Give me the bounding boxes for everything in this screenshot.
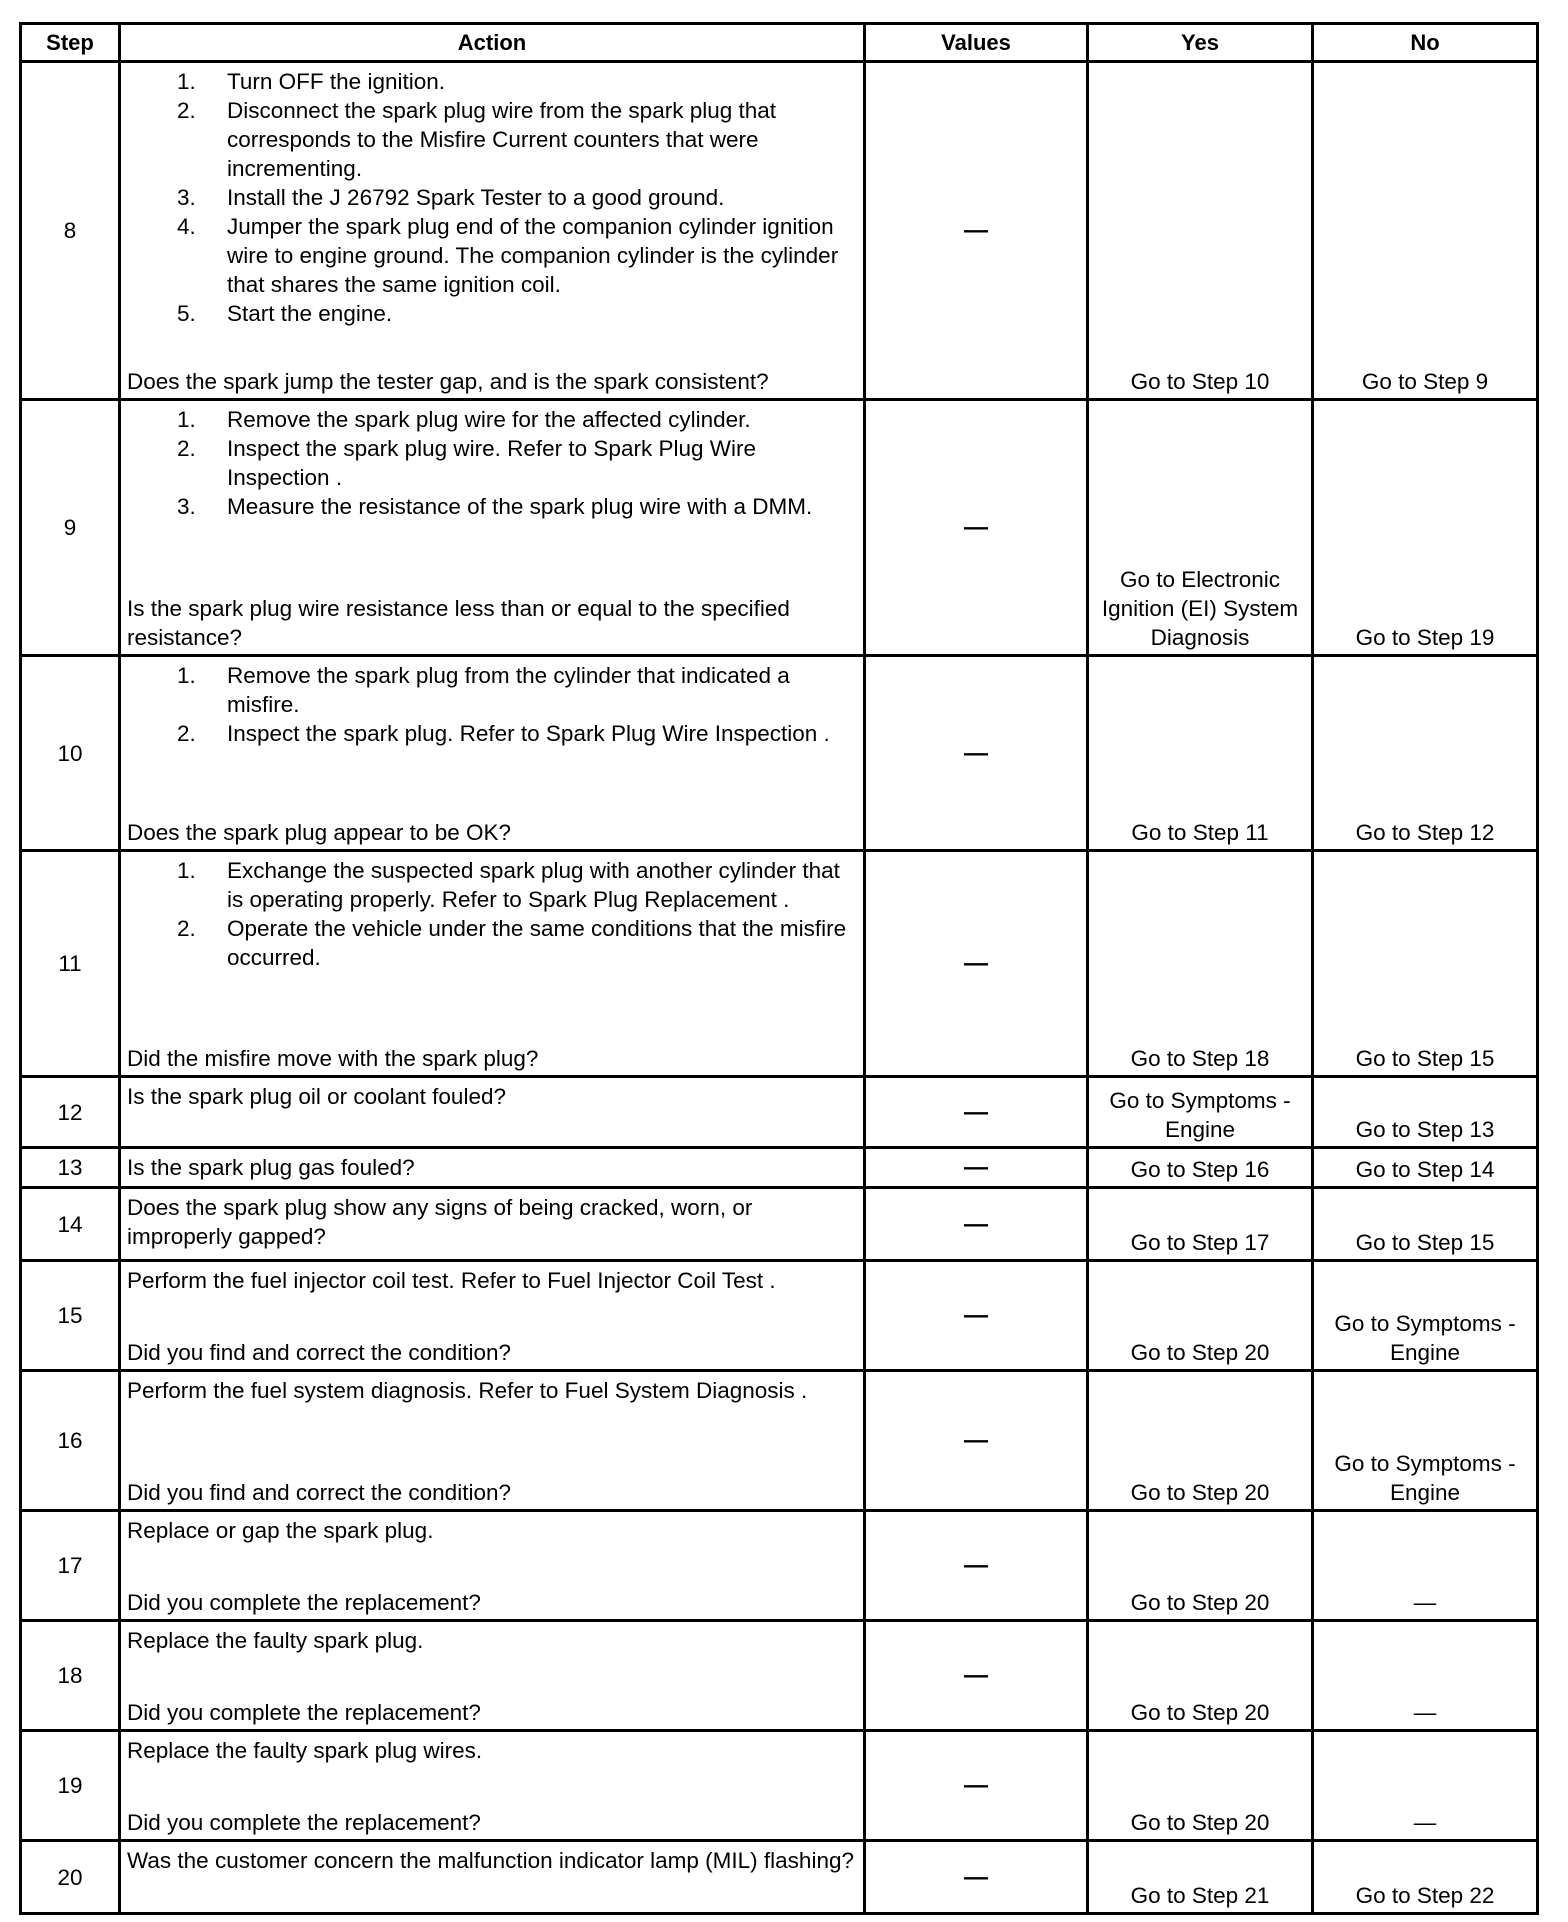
action-instruction: Replace the faulty spark plug.: [127, 1628, 424, 1653]
action-step-number: 2.: [177, 436, 196, 461]
action-step-text: Remove the spark plug wire for the affected cylinder.: [227, 407, 751, 432]
no-cell: Go to Step 15: [1313, 851, 1538, 1077]
step-number: 13: [21, 1148, 120, 1188]
yes-cell: Go to Step 21: [1088, 1841, 1313, 1914]
action-instruction: Perform the fuel system diagnosis. Refer to Fuel System Diagnosis .: [127, 1378, 808, 1403]
action-cell: [120, 1731, 865, 1841]
action-step: [127, 67, 857, 96]
action-cell: [120, 1077, 865, 1148]
step-number: 12: [21, 1077, 120, 1148]
action-question: Did you complete the replacement?: [127, 1590, 481, 1615]
table-row: [21, 1841, 1538, 1914]
action-question: Is the spark plug wire resistance less than or equal to the specified resistance?: [127, 596, 790, 650]
step-number: 8: [21, 62, 120, 400]
action-step-text: Exchange the suspected spark plug with another cylinder that is operating properly. Refer to Spark Plug Replacement .: [227, 858, 840, 912]
action-step-number: 3.: [177, 494, 196, 519]
no-cell: Go to Symptoms - Engine: [1313, 1261, 1538, 1371]
table-row: [21, 851, 1538, 1077]
diagnostic-table: [19, 22, 1539, 1915]
action-step: [127, 405, 857, 434]
step-number: 11: [21, 851, 120, 1077]
action-steps-list: [127, 661, 857, 748]
action-step: [127, 719, 857, 748]
values-cell: —: [865, 1261, 1088, 1371]
action-instruction: Is the spark plug oil or coolant fouled?: [127, 1084, 506, 1109]
action-step-number: 1.: [177, 663, 196, 688]
action-step: [127, 434, 857, 492]
action-step-text: Turn OFF the ignition.: [227, 69, 446, 94]
action-steps-list: [127, 405, 857, 521]
action-step-number: 2.: [177, 98, 196, 123]
action-instruction: Was the customer concern the malfunction indicator lamp (MIL) flashing?: [127, 1848, 854, 1873]
action-step-number: 5.: [177, 301, 196, 326]
yes-cell: Go to Step 18: [1088, 851, 1313, 1077]
step-number: 14: [21, 1188, 120, 1261]
action-step: [127, 492, 857, 521]
values-cell: —: [865, 1077, 1088, 1148]
values-cell: —: [865, 1371, 1088, 1511]
yes-cell: Go to Symptoms - Engine: [1088, 1077, 1313, 1148]
action-question: Does the spark plug appear to be OK?: [127, 820, 511, 845]
table-row: [21, 1148, 1538, 1188]
action-steps-list: [127, 67, 857, 328]
no-cell: Go to Step 12: [1313, 656, 1538, 851]
values-cell: —: [865, 1841, 1088, 1914]
step-number: 19: [21, 1731, 120, 1841]
action-cell: [120, 1188, 865, 1261]
action-question: Does the spark jump the tester gap, and is the spark consistent?: [127, 369, 769, 394]
table-row: [21, 1621, 1538, 1731]
action-step-number: 4.: [177, 214, 196, 239]
header-row: [21, 24, 1538, 62]
step-number: 17: [21, 1511, 120, 1621]
table-row: [21, 1188, 1538, 1261]
no-cell: —: [1313, 1621, 1538, 1731]
values-cell: —: [865, 851, 1088, 1077]
action-question: Did the misfire move with the spark plug?: [127, 1046, 539, 1071]
yes-cell: Go to Step 20: [1088, 1511, 1313, 1621]
action-question: Did you complete the replacement?: [127, 1810, 481, 1835]
yes-cell: Go to Step 11: [1088, 656, 1313, 851]
action-step-text: Start the engine.: [227, 301, 393, 326]
step-number: 15: [21, 1261, 120, 1371]
step-number: 20: [21, 1841, 120, 1914]
action-cell: [120, 851, 865, 1077]
no-cell: Go to Step 14: [1313, 1148, 1538, 1188]
table-row: [21, 62, 1538, 400]
no-cell: Go to Step 13: [1313, 1077, 1538, 1148]
values-cell: —: [865, 1621, 1088, 1731]
step-number: 16: [21, 1371, 120, 1511]
table-row: [21, 1261, 1538, 1371]
action-instruction: Replace the faulty spark plug wires.: [127, 1738, 483, 1763]
action-instruction: Does the spark plug show any signs of being cracked, worn, or improperly gapped?: [127, 1195, 753, 1249]
no-cell: Go to Symptoms - Engine: [1313, 1371, 1538, 1511]
action-cell: [120, 1841, 865, 1914]
step-number: 18: [21, 1621, 120, 1731]
action-cell: [120, 400, 865, 656]
action-step: [127, 212, 857, 299]
action-step: [127, 299, 857, 328]
table-row: [21, 1371, 1538, 1511]
action-step-text: Inspect the spark plug wire. Refer to Spark Plug Wire Inspection .: [227, 436, 756, 490]
action-cell: [120, 656, 865, 851]
header-action: Action: [120, 24, 865, 62]
action-question: Did you complete the replacement?: [127, 1700, 481, 1725]
action-step: [127, 914, 857, 972]
values-cell: —: [865, 62, 1088, 400]
action-step-text: Disconnect the spark plug wire from the spark plug that corresponds to the Misfire Current counters that were incrementing.: [227, 98, 777, 181]
yes-cell: Go to Step 10: [1088, 62, 1313, 400]
action-question: Did you find and correct the condition?: [127, 1340, 511, 1365]
action-step-text: Remove the spark plug from the cylinder that indicated a misfire.: [227, 663, 790, 717]
header-step: Step: [21, 24, 120, 62]
action-step-number: 1.: [177, 407, 196, 432]
action-step-text: Operate the vehicle under the same conditions that the misfire occurred.: [227, 916, 847, 970]
action-instruction: Is the spark plug gas fouled?: [127, 1155, 415, 1180]
action-step-number: 1.: [177, 858, 196, 883]
table-row: [21, 1511, 1538, 1621]
table-row: [21, 1077, 1538, 1148]
values-cell: —: [865, 656, 1088, 851]
yes-cell: Go to Step 16: [1088, 1148, 1313, 1188]
yes-cell: Go to Step 20: [1088, 1261, 1313, 1371]
action-step: [127, 96, 857, 183]
table-row: [21, 656, 1538, 851]
values-cell: —: [865, 1188, 1088, 1261]
action-step-text: Inspect the spark plug. Refer to Spark Plug Wire Inspection .: [227, 721, 830, 746]
yes-cell: Go to Electronic Ignition (EI) System Diagnosis: [1088, 400, 1313, 656]
no-cell: Go to Step 19: [1313, 400, 1538, 656]
action-step-text: Measure the resistance of the spark plug wire with a DMM.: [227, 494, 813, 519]
action-instruction: Perform the fuel injector coil test. Refer to Fuel Injector Coil Test .: [127, 1268, 776, 1293]
action-step: [127, 856, 857, 914]
table-row: [21, 400, 1538, 656]
no-cell: Go to Step 9: [1313, 62, 1538, 400]
table-row: [21, 1731, 1538, 1841]
action-question: Did you find and correct the condition?: [127, 1480, 511, 1505]
action-cell: [120, 1261, 865, 1371]
action-step-number: 2.: [177, 721, 196, 746]
yes-cell: Go to Step 20: [1088, 1371, 1313, 1511]
step-number: 10: [21, 656, 120, 851]
action-cell: [120, 62, 865, 400]
values-cell: —: [865, 1511, 1088, 1621]
values-cell: —: [865, 1148, 1088, 1188]
action-instruction: Replace or gap the spark plug.: [127, 1518, 434, 1543]
action-step-number: 1.: [177, 69, 196, 94]
action-step-text: Install the J 26792 Spark Tester to a good ground.: [227, 185, 725, 210]
header-yes: Yes: [1088, 24, 1313, 62]
action-cell: [120, 1511, 865, 1621]
action-step-number: 3.: [177, 185, 196, 210]
no-cell: Go to Step 22: [1313, 1841, 1538, 1914]
yes-cell: Go to Step 20: [1088, 1621, 1313, 1731]
action-cell: [120, 1621, 865, 1731]
no-cell: Go to Step 15: [1313, 1188, 1538, 1261]
step-number: 9: [21, 400, 120, 656]
yes-cell: Go to Step 20: [1088, 1731, 1313, 1841]
action-step: [127, 661, 857, 719]
action-step-text: Jumper the spark plug end of the companion cylinder ignition wire to engine ground. The companion cylinder is the cylinder that shares the same ignition coil.: [227, 214, 839, 297]
action-step: [127, 183, 857, 212]
no-cell: —: [1313, 1511, 1538, 1621]
action-step-number: 2.: [177, 916, 196, 941]
action-steps-list: [127, 856, 857, 972]
header-no: No: [1313, 24, 1538, 62]
yes-cell: Go to Step 17: [1088, 1188, 1313, 1261]
values-cell: —: [865, 400, 1088, 656]
action-cell: [120, 1371, 865, 1511]
header-values: Values: [865, 24, 1088, 62]
no-cell: —: [1313, 1731, 1538, 1841]
values-cell: —: [865, 1731, 1088, 1841]
action-cell: [120, 1148, 865, 1188]
table-body: [21, 62, 1538, 1914]
